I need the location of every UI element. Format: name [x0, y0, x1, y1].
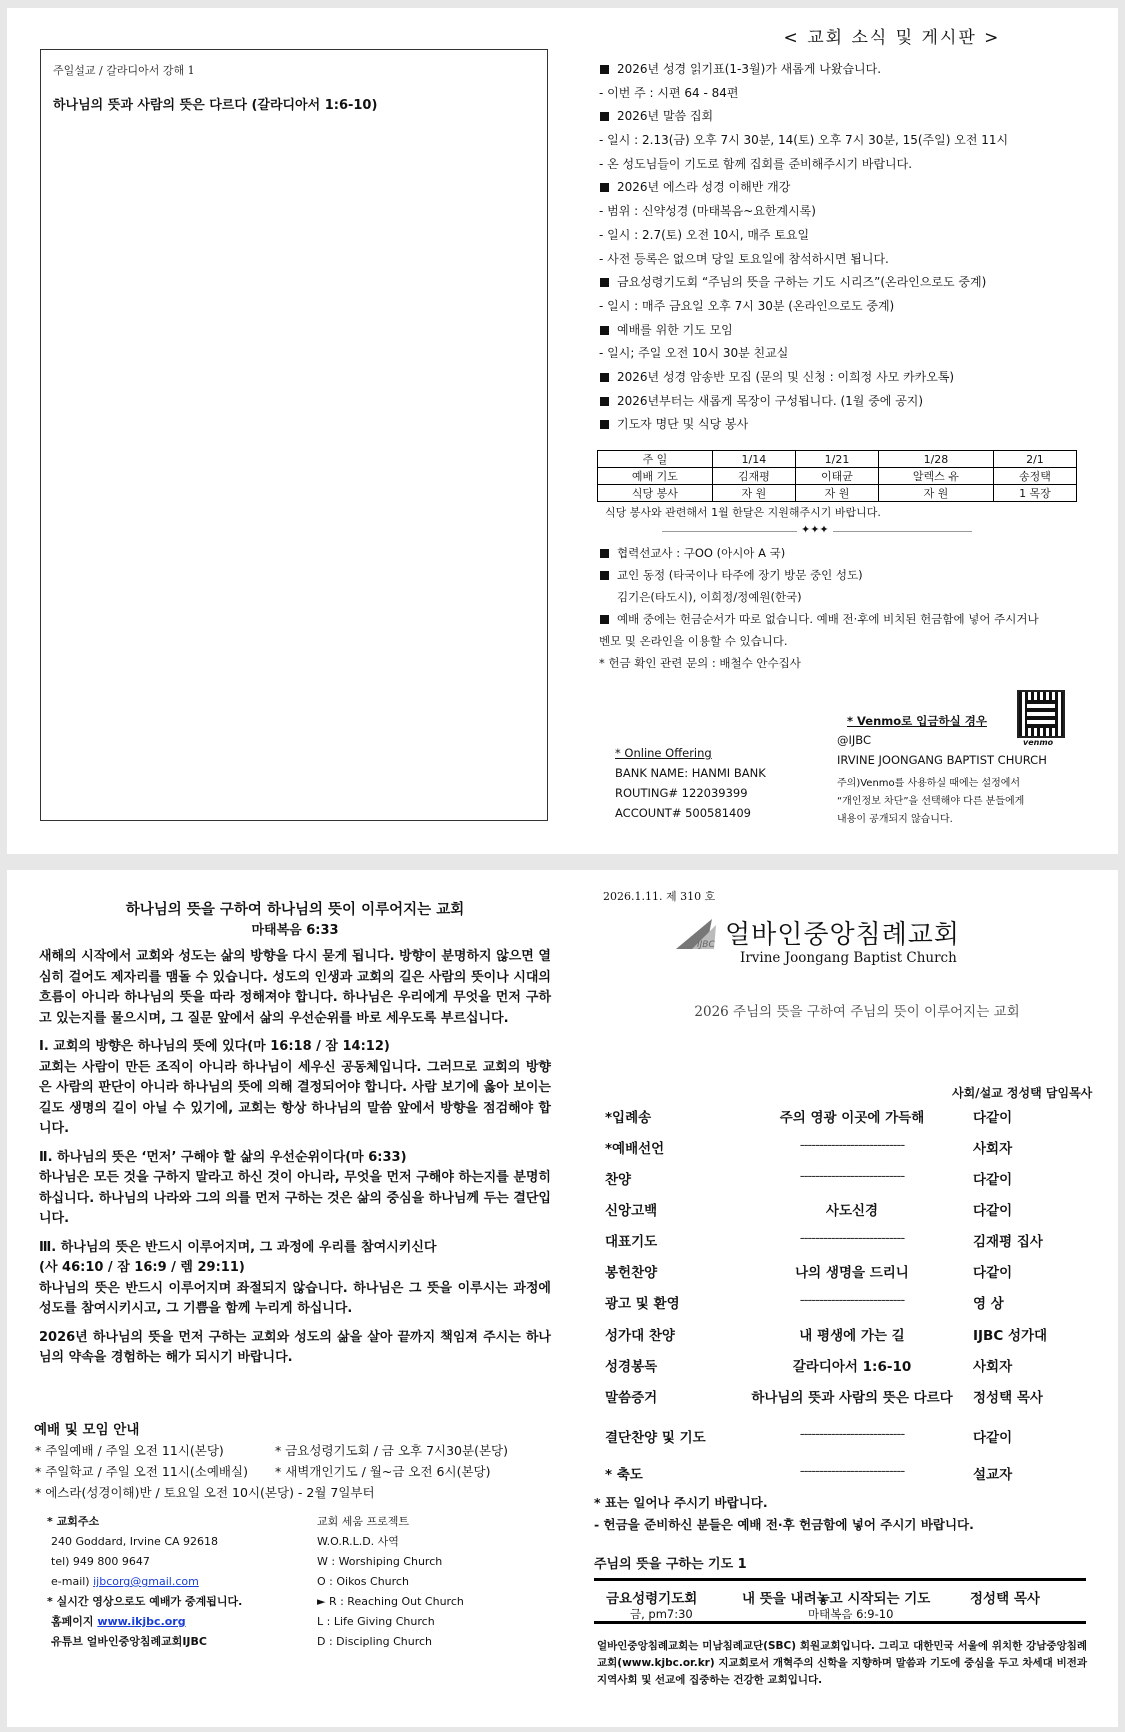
order-item-name: 봉헌찬양 — [605, 1265, 658, 1281]
duty-table-cell: 김재평 — [712, 468, 795, 485]
routing-number: ROUTING# 122039399 — [615, 786, 748, 800]
duty-table-cell: 1/28 — [879, 451, 994, 468]
services-title: 예배 및 모임 안내 — [34, 1422, 140, 1438]
order-item-name: *예배선언 — [605, 1141, 665, 1157]
essay-heading-2: Ⅱ. 하나님의 뜻은 ‘먼저’ 구해야 할 삶의 우선순위이다(마 6:33) — [39, 1149, 407, 1165]
order-item-leader: 정성택 목사 — [973, 1390, 1043, 1406]
news-list — [599, 58, 1119, 437]
pastoral-essay — [39, 900, 551, 1377]
order-item-name: 성경봉독 — [605, 1359, 658, 1375]
prayer-meeting-reference: 마태복음 6:9-10 — [808, 1607, 894, 1621]
order-item-detail: 내 평생에 가는 길 — [799, 1328, 905, 1344]
world-d: D : Discipling Church — [317, 1635, 433, 1648]
worship-order-row — [597, 1199, 1107, 1230]
service-school: * 주일학교 / 주일 오전 11시(소예배실) — [35, 1464, 248, 1479]
duty-table-cell: 1/14 — [712, 451, 795, 468]
worship-order-row — [597, 1261, 1107, 1292]
essay-intro: 새해의 시작에서 교회와 성도는 삶의 방향을 다시 묻게 됩니다. 방향이 분명하지 않으면 열심히 걸어도 제자리를 맴돌 수 있습니다. 성도의 인생과 교회의 길은 사람의 뜻이나 시대의 흐름이 아니라 하나님의 뜻을 따라 정해져야 합니다. 하나님은 우리에게 무엇을 먼저 구하고 있는지를 물으시며, 그 질문 앞에서 삶의 우선순위를 바로 세우도록 부르십니다. — [39, 949, 551, 1026]
service-dawn: * 새벽개인기도 / 월~금 오전 6시(본당) — [275, 1464, 491, 1479]
top-page — [7, 8, 1118, 854]
order-item-name: 찬양 — [605, 1172, 632, 1188]
news-item: - 사전 등록은 없으며 당일 토요일에 참석하시면 됩니다. — [599, 251, 889, 266]
prayer-meeting-time: 금, pm7:30 — [630, 1607, 693, 1621]
church-name-korean: 얼바인중앙침례교회 — [725, 920, 961, 950]
essay-heading-3: Ⅲ. 하나님의 뜻은 반드시 이루어지며, 그 과정에 우리를 참여시키신다 — [39, 1239, 437, 1255]
website-row — [51, 1612, 186, 1632]
online-title: * Online Offering — [615, 746, 712, 760]
order-item-leader: 다같이 — [973, 1172, 1013, 1188]
prayer-meeting-title: 내 뜻을 내려놓고 시작되는 기도 — [742, 1591, 931, 1607]
worship-order-row — [597, 1230, 1107, 1261]
order-item-leader: 다같이 — [973, 1430, 1013, 1446]
website-link[interactable]: www.ikjbc.org — [97, 1615, 186, 1628]
duty-table-row — [598, 468, 1077, 485]
duty-table-cell: 자 원 — [795, 485, 878, 502]
news-item: 협력선교사 : 구OO (아시아 A 국) — [599, 542, 1119, 564]
order-item-detail: 갈라디아서 1:6-10 — [792, 1359, 912, 1375]
venmo-note-1: 주의)Venmo를 사용하실 때에는 설정에서 — [837, 778, 1021, 789]
year-motto: 2026 주님의 뜻을 구하여 주님의 뜻이 이루어지는 교회 — [694, 1004, 1020, 1020]
order-item-detail: 사도신경 — [825, 1203, 879, 1219]
worship-order-row — [597, 1324, 1107, 1355]
order-item-name: *입례송 — [605, 1110, 652, 1126]
order-item-leader: 다같이 — [973, 1265, 1013, 1281]
order-item-leader: 다같이 — [973, 1110, 1013, 1126]
order-item-name: 성가대 찬양 — [605, 1328, 675, 1344]
news-list-2 — [599, 542, 1119, 674]
essay-title: 하나님의 뜻을 구하여 하나님의 뜻이 이루어지는 교회 — [125, 902, 465, 918]
duty-table-cell: 자 원 — [879, 485, 994, 502]
news-item: * 헌금 확인 관련 문의 : 배철수 안수집사 — [599, 656, 801, 670]
news-item: 벤모 및 온라인을 이용할 수 있습니다. — [599, 634, 788, 648]
news-item: 2026년 말씀 집회 — [599, 105, 1119, 129]
worship-order-row — [597, 1386, 1107, 1417]
order-item-dashes: --------------------------- — [799, 1292, 905, 1308]
duty-table-row — [598, 485, 1077, 502]
divider-ornament: ✦✦✦ — [797, 523, 833, 536]
worship-order-row — [597, 1426, 1107, 1457]
duty-table-cell: 1/21 — [795, 451, 878, 468]
bank-name: BANK NAME: HANMI BANK — [615, 766, 766, 780]
prayer-meeting-name: 금요성령기도회 — [606, 1591, 698, 1607]
bottom-page — [7, 870, 1118, 1727]
order-item-leader: 사회자 — [973, 1359, 1013, 1375]
worship-order-row — [597, 1463, 1107, 1494]
duty-table-cell: 2/1 — [993, 451, 1076, 468]
live-stream-note: * 실시간 영상으로도 예배가 중계됩니다. — [47, 1595, 243, 1608]
news-item: - 일시 : 매주 금요일 오후 7시 30분 (온라인으로도 중계) — [599, 298, 895, 313]
duty-table-cell: 주 일 — [598, 451, 713, 468]
address: 240 Goddard, Irvine CA 92618 — [51, 1535, 219, 1548]
venmo-qr-code — [1017, 690, 1065, 738]
qr-label: venmo — [1023, 738, 1054, 747]
worship-order-row — [597, 1168, 1107, 1199]
order-item-leader: 설교자 — [973, 1467, 1013, 1483]
order-item-name: 광고 및 환영 — [605, 1296, 680, 1312]
news-item: - 일시 : 2.7(토) 오전 10시, 매주 토요일 — [599, 227, 810, 242]
order-item-detail: 주의 영광 이곳에 가득해 — [779, 1110, 925, 1126]
news-item: 예배 중에는 헌금순서가 따로 없습니다. 예배 전·후에 비치된 헌금함에 넣어 주시거나 — [599, 608, 1119, 630]
duty-table-cell: 1 목장 — [993, 485, 1076, 502]
order-item-name: 말씀증거 — [605, 1390, 658, 1406]
order-item-dashes: --------------------------- — [799, 1230, 905, 1246]
venmo-note-3: 내용이 공개되지 않습니다. — [837, 814, 953, 825]
order-item-name: 대표기도 — [605, 1234, 658, 1250]
world-title: 교회 세움 프로젝트 — [317, 1515, 410, 1528]
worship-order-row — [597, 1106, 1107, 1137]
order-item-leader: IJBC 성가대 — [973, 1328, 1048, 1344]
email-label: e-mail) — [51, 1575, 90, 1588]
news-item: - 범위 : 신약성경 (마태복음~요한계시록) — [599, 204, 816, 219]
essay-paragraph-1: 교회는 사람이 만든 조직이 아니라 하나님이 세우신 공동체입니다. 그러므로 교회의 방향은 사람의 판단이 아니라 하나님의 뜻에 의해 결정되어야 합니다. 사람 보기에 옳아 보이는 길도 생명의 길이 아닐 수 있기에, 교회는 항상 하나님의 말씀 앞에서 방향을 점검해야 합니다. — [39, 1059, 551, 1136]
venmo-note-2: “개인정보 차단”을 선택해야 다른 분들에게 — [837, 796, 1025, 807]
news-item: - 일시; 주일 오전 10시 30분 친교실 — [599, 346, 789, 361]
world-r: ► R : Reaching Out Church — [317, 1595, 464, 1608]
duty-table — [597, 450, 1077, 502]
order-item-leader: 김재평 집사 — [973, 1234, 1043, 1250]
duty-table-cell: 이태균 — [795, 468, 878, 485]
news-item: - 이번 주 : 시편 64 - 84편 — [599, 85, 739, 100]
news-item: 기도자 명단 및 식당 봉사 — [599, 413, 1119, 437]
duty-table-cell: 송정택 — [993, 468, 1076, 485]
issue-number: 2026.1.11. 제 310 호 — [603, 890, 716, 903]
sermon-title: 하나님의 뜻과 사람의 뜻은 다르다 (갈라디아서 1:6-10) — [53, 98, 378, 113]
note-offering: - 헌금을 준비하신 분들은 예배 전·후 헌금함에 넣어 주시기 바랍니다. — [594, 1517, 974, 1532]
order-item-dashes: --------------------------- — [799, 1137, 905, 1153]
account-number: ACCOUNT# 500581409 — [615, 806, 751, 820]
order-item-leader: 영 상 — [973, 1296, 1004, 1312]
email-link[interactable]: ijbcorg@gmail.com — [93, 1575, 199, 1588]
venmo-handle: @IJBC — [837, 733, 872, 747]
logo-text: IJBC — [697, 940, 715, 950]
duty-table-cell: 예배 기도 — [598, 468, 713, 485]
duty-note: 식당 봉사와 관련해서 1월 한달은 지원해주시기 바랍니다. — [605, 506, 881, 519]
duty-table-cell: 식당 봉사 — [598, 485, 713, 502]
church-name-english: Irvine Joongang Baptist Church — [740, 950, 957, 966]
duty-table-cell: 자 원 — [712, 485, 795, 502]
duty-table-row — [598, 451, 1077, 468]
essay-reference: 마태복음 6:33 — [251, 922, 339, 938]
service-ezra: * 에스라(성경이해)반 / 토요일 오전 10시(본당) - 2월 7일부터 — [35, 1485, 375, 1500]
service-sunday: * 주일예배 / 주일 오전 11시(본당) — [35, 1443, 224, 1458]
worship-order-row — [597, 1292, 1107, 1323]
news-item: 2026년 에스라 성경 이해반 개강 — [599, 176, 1119, 200]
news-header: < 교회 소식 및 게시판 > — [783, 28, 1001, 48]
note-standing: * 표는 일어나 주시기 바랍니다. — [594, 1495, 768, 1510]
order-item-dashes: --------------------------- — [799, 1168, 905, 1184]
order-item-detail: 하나님의 뜻과 사람의 뜻은 다르다 — [751, 1390, 953, 1406]
duty-table-cell: 알렉스 유 — [879, 468, 994, 485]
prayer-meeting-leader: 정성택 목사 — [970, 1591, 1040, 1607]
email-row — [51, 1572, 199, 1592]
news-item: 김기은(타도시), 이희정/정예원(한국) — [617, 590, 802, 604]
worship-leader: 사회/설교 정성택 담임목사 — [952, 1086, 1093, 1100]
venmo-church: IRVINE JOONGANG BAPTIST CHURCH — [837, 753, 1047, 767]
worship-order-row — [597, 1137, 1107, 1168]
news-item: 금요성령기도회 “주님의 뜻을 구하는 기도 시리즈”(온라인으로도 중계) — [599, 271, 1119, 295]
venmo-title: * Venmo로 입금하실 경우 — [847, 714, 987, 728]
order-item-leader: 사회자 — [973, 1141, 1013, 1157]
prayer-series: 주님의 뜻을 구하는 기도 1 — [594, 1557, 747, 1572]
news-item: 2026년 성경 암송반 모집 (문의 및 신청 : 이희정 사모 카카오톡) — [599, 366, 1119, 390]
essay-heading-1: Ⅰ. 교회의 방향은 하나님의 뜻에 있다(마 16:18 / 잠 14:12) — [39, 1039, 390, 1054]
sermon-notes-box — [40, 49, 548, 821]
news-item: 예배를 위한 기도 모임 — [599, 319, 1119, 343]
news-item: - 일시 : 2.13(금) 오후 7시 30분, 14(토) 오후 7시 30분, 15(주일) 오전 11시 — [599, 133, 1009, 148]
order-item-name: * 축도 — [605, 1467, 643, 1483]
youtube-channel: 유튜브 얼바인중앙침례교회IJBC — [51, 1635, 207, 1648]
order-item-leader: 다같이 — [973, 1203, 1013, 1219]
footer-about: 얼바인중앙침례교회는 미남침례교단(SBC) 회원교회입니다. 그리고 대한민국 서울에 위치한 강남중앙침례교회(www.kjbc.or.kr) 지교회로서 개혁주의 신학을 지향하며 말씀과 기도에 중심을 두고 차세대 비전과 지역사회 및 선교에 집중하는 건강한 교회입니다. — [597, 1640, 1087, 1686]
order-item-name: 신앙고백 — [605, 1203, 658, 1219]
order-item-dashes: --------------------------- — [799, 1426, 905, 1442]
news-item: - 온 성도님들이 기도로 함께 집회를 준비해주시기 바랍니다. — [599, 156, 913, 171]
essay-closing: 2026년 하나님의 뜻을 먼저 구하는 교회와 성도의 삶을 살아 끝까지 책임져 주시는 하나님의 약속을 경험하는 해가 되시기 바랍니다. — [39, 1329, 551, 1365]
address-label: * 교회주소 — [47, 1515, 100, 1528]
telephone: tel) 949 800 9647 — [51, 1555, 150, 1568]
sermon-series: 주일설교 / 갈라디아서 강해 1 — [53, 64, 195, 77]
news-item: 2026년 성경 읽기표(1-3월)가 새롭게 나왔습니다. — [599, 58, 1119, 82]
world-l: L : Life Giving Church — [317, 1615, 435, 1628]
essay-paragraph-2: 하나님은 모든 것을 구하지 말라고 하신 것이 아니라, 무엇을 먼저 구해야 하는지를 분명히 하십니다. 하나님의 나라와 그의 의를 먼저 구하는 것은 삶의 중심을 하나님께 두는 결단입니다. — [39, 1170, 551, 1226]
news-item: 교인 동정 (타국이나 타주에 장기 방문 중인 성도) — [599, 564, 1119, 586]
news-item: 2026년부터는 새롭게 목장이 구성됩니다. (1월 중에 공지) — [599, 390, 1119, 414]
world-name: W.O.R.L.D. 사역 — [317, 1535, 399, 1548]
service-friday: * 금요성령기도회 / 금 오후 7시30분(본당) — [275, 1443, 508, 1458]
essay-heading-3-refs: (사 46:10 / 잠 16:9 / 렘 29:11) — [39, 1260, 245, 1275]
prayer-meeting-box — [594, 1578, 1086, 1624]
world-o: O : Oikos Church — [317, 1575, 409, 1588]
order-item-dashes: --------------------------- — [799, 1463, 905, 1479]
order-item-name: 결단찬양 및 기도 — [605, 1430, 706, 1446]
world-w: W : Worshiping Church — [317, 1555, 443, 1568]
order-item-detail: 나의 생명을 드리니 — [795, 1265, 909, 1281]
worship-order-row — [597, 1355, 1107, 1386]
website-label: 홈페이지 — [51, 1615, 94, 1628]
essay-paragraph-3: 하나님의 뜻은 반드시 이루어지며 좌절되지 않습니다. 하나님은 그 뜻을 이루시는 과정에 성도를 참여시키시고, 그 기쁨을 함께 누리게 하십니다. — [39, 1280, 551, 1316]
